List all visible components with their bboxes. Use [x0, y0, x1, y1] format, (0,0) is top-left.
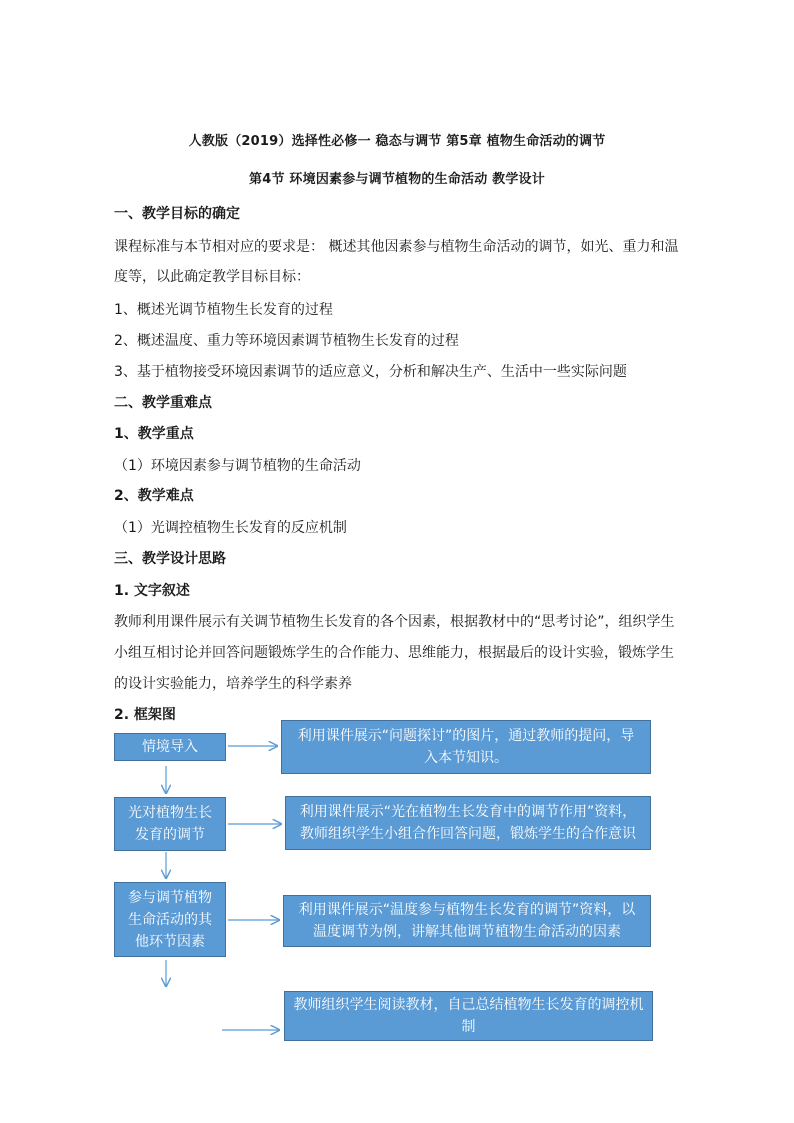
- flow-box-text: 制: [461, 1019, 476, 1035]
- narrative-line: 小组互相讨论并回答问题锻炼学生的合作能力、思维能力，根据最后的设计实验，锻炼学生: [114, 645, 674, 661]
- difficult-point-item: （1）光调控植物生长发育的反应机制: [114, 520, 347, 536]
- narrative-line: 教师利用课件展示有关调节植物生长发育的各个因素，根据教材中的“思考讨论”，组织学生: [114, 614, 675, 630]
- flow-box-text: 生命活动的其: [128, 911, 212, 928]
- goals-intro-line: 课程标准与本节相对应的要求是： 概述其他因素参与植物生命活动的调节，如光、重力和温: [114, 239, 679, 255]
- document-title: 人教版（2019）选择性必修一 稳态与调节 第5章 植物生命活动的调节: [188, 134, 606, 149]
- key-points-heading: 1、教学重点: [114, 426, 194, 442]
- flow-box-text: 教师组织学生小组合作回答问题，锻炼学生的合作意识: [300, 826, 636, 842]
- flow-box-text: 情境导入: [142, 739, 198, 755]
- section-heading-goals: 一、教学目标的确定: [114, 206, 240, 222]
- flow-box-text: 利用课件展示“温度参与植物生长发育的调节”资料，以: [298, 902, 636, 918]
- section-heading-design: 三、教学设计思路: [114, 551, 226, 567]
- flow-box-summary: [284, 991, 653, 1041]
- flow-box-text: 参与调节植物: [128, 889, 212, 906]
- flow-box-text: 教师组织学生阅读教材，自己总结植物生长发育的调控机: [293, 997, 644, 1013]
- section-heading-key-points: 二、教学重难点: [114, 395, 212, 411]
- diagram-heading: 2. 框架图: [114, 707, 176, 723]
- goal-item: 1、概述光调节植物生长发育的过程: [114, 302, 333, 318]
- goals-intro-line: 度等，以此确定教学目标目标：: [114, 269, 310, 285]
- difficult-points-heading: 2、教学难点: [114, 488, 194, 504]
- flow-box-other-factors: [114, 882, 226, 957]
- flow-box-introduction: [114, 733, 226, 761]
- narrative-heading: 1. 文字叙述: [114, 583, 190, 599]
- goal-item: 2、概述温度、重力等环境因素调节植物生长发育的过程: [114, 333, 459, 349]
- flow-box-text: 利用课件展示“问题探讨”的图片，通过教师的提问，导: [297, 728, 635, 744]
- flow-box-text: 温度调节为例，讲解其他调节植物生命活动的因素: [313, 924, 621, 940]
- flow-box-light-regulation: [114, 797, 226, 851]
- lesson-title: 第4节 环境因素参与调节植物的生命活动 教学设计: [249, 172, 545, 187]
- flow-box-light-material: [285, 796, 651, 850]
- flow-box-problem-exploration: [281, 720, 651, 774]
- flow-box-text: 他环节因素: [135, 933, 205, 950]
- flow-box-text: 入本节知识。: [424, 750, 508, 766]
- flow-box-text: 利用课件展示“光在植物生长发育中的调节作用”资料，: [299, 804, 637, 820]
- narrative-line: 的设计实验能力，培养学生的科学素养: [114, 676, 352, 692]
- flow-box-temperature-material: [283, 895, 651, 947]
- flow-box-text: 发育的调节: [135, 827, 205, 843]
- flow-box-text: 光对植物生长: [128, 805, 212, 821]
- goal-item: 3、基于植物接受环境因素调节的适应意义，分析和解决生产、生活中一些实际问题: [114, 364, 627, 380]
- key-point-item: （1）环境因素参与调节植物的生命活动: [114, 458, 361, 474]
